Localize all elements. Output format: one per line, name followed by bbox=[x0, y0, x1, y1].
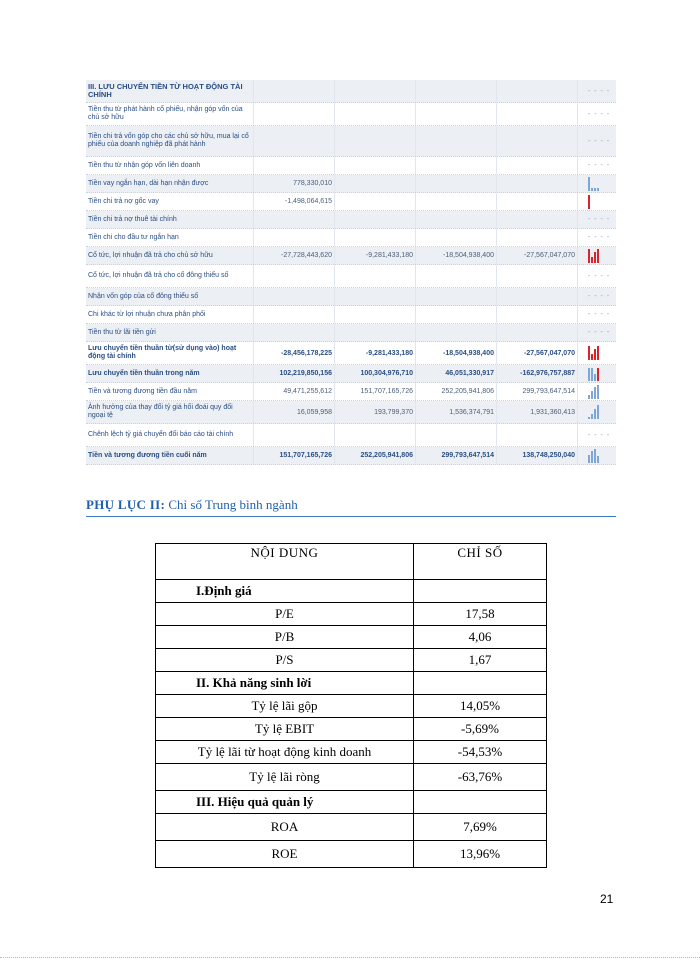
cashflow-value bbox=[416, 80, 497, 102]
cashflow-value bbox=[335, 229, 416, 246]
cashflow-value: -18,504,938,400 bbox=[416, 342, 497, 364]
cashflow-value bbox=[497, 288, 578, 305]
sparkline bbox=[578, 80, 616, 102]
cashflow-label: Cổ tức, lợi nhuận đã trả cho cổ đông thiểu số bbox=[86, 265, 254, 287]
cashflow-value bbox=[254, 288, 335, 305]
cashflow-value: 252,205,941,806 bbox=[335, 447, 416, 464]
sparkline bbox=[578, 288, 616, 305]
cashflow-value: 1,931,360,413 bbox=[497, 401, 578, 423]
sparkline-bar bbox=[588, 395, 590, 399]
ratio-name: ROA bbox=[156, 814, 414, 841]
cashflow-value bbox=[497, 103, 578, 125]
cashflow-value bbox=[254, 424, 335, 446]
cashflow-value bbox=[335, 157, 416, 174]
industry-ratio-table bbox=[155, 543, 547, 868]
cashflow-row bbox=[86, 103, 616, 126]
page-number: 21 bbox=[600, 892, 614, 906]
cashflow-row bbox=[86, 247, 616, 265]
cashflow-label: Lưu chuyển tiền thuần từ(sử dụng vào) hoạt động tài chính bbox=[86, 342, 254, 364]
cashflow-value bbox=[416, 157, 497, 174]
cashflow-value bbox=[416, 175, 497, 192]
ratio-name: ROE bbox=[156, 841, 414, 868]
sparkline bbox=[578, 447, 616, 464]
ratio-value: 17,58 bbox=[414, 603, 547, 626]
cashflow-row bbox=[86, 265, 616, 288]
sparkline-bar bbox=[588, 249, 590, 263]
ratio-section-row bbox=[156, 791, 547, 814]
cashflow-value bbox=[497, 80, 578, 102]
cashflow-row bbox=[86, 211, 616, 229]
cashflow-row bbox=[86, 80, 616, 103]
ratio-row bbox=[156, 649, 547, 672]
cashflow-value bbox=[254, 229, 335, 246]
cashflow-value bbox=[335, 193, 416, 210]
cashflow-value bbox=[335, 80, 416, 102]
ratio-name: Tỷ lệ EBIT bbox=[156, 718, 414, 741]
cashflow-row bbox=[86, 157, 616, 175]
sparkline bbox=[578, 383, 616, 400]
sparkline bbox=[578, 365, 616, 382]
cashflow-value: -27,567,047,070 bbox=[497, 247, 578, 264]
ratio-value: 14,05% bbox=[414, 695, 547, 718]
cashflow-row bbox=[86, 126, 616, 157]
cashflow-label: Tiền vay ngắn hạn, dài hạn nhận được bbox=[86, 175, 254, 192]
cashflow-value bbox=[416, 211, 497, 228]
cashflow-value bbox=[416, 324, 497, 341]
cashflow-value bbox=[416, 288, 497, 305]
sparkline-bar bbox=[597, 385, 599, 399]
cashflow-row bbox=[86, 229, 616, 247]
sparkline bbox=[578, 324, 616, 341]
ratio-section-row bbox=[156, 672, 547, 695]
sparkline-bar bbox=[591, 257, 593, 263]
cashflow-value bbox=[497, 265, 578, 287]
ratio-row bbox=[156, 741, 547, 764]
ratio-name: P/B bbox=[156, 626, 414, 649]
cashflow-value bbox=[497, 193, 578, 210]
sparkline bbox=[578, 265, 616, 287]
cashflow-label: Ảnh hưởng của thay đổi tỷ giá hối đoái quy đổi ngoại tệ bbox=[86, 401, 254, 423]
ratio-row bbox=[156, 841, 547, 868]
sparkline-bar bbox=[588, 417, 590, 419]
cashflow-label: Tiền thu từ nhận góp vốn liên doanh bbox=[86, 157, 254, 174]
cashflow-label: Chi khác từ lợi nhuận chưa phân phối bbox=[86, 306, 254, 323]
cashflow-value: -27,567,047,070 bbox=[497, 342, 578, 364]
cashflow-value: -28,456,178,225 bbox=[254, 342, 335, 364]
cashflow-label: Tiền chi cho đầu tư ngắn hạn bbox=[86, 229, 254, 246]
sparkline-bar bbox=[591, 368, 593, 381]
cashflow-value: -162,976,757,887 bbox=[497, 365, 578, 382]
ratio-row bbox=[156, 695, 547, 718]
sparkline-bar bbox=[591, 188, 593, 191]
cashflow-label: Tiền và tương đương tiền đầu năm bbox=[86, 383, 254, 400]
cashflow-label: Lưu chuyển tiền thuần trong năm bbox=[86, 365, 254, 382]
cashflow-row bbox=[86, 193, 616, 211]
ratio-value bbox=[414, 580, 547, 603]
cashflow-value: 16,059,958 bbox=[254, 401, 335, 423]
cashflow-label: III. LƯU CHUYỂN TIỀN TỪ HOẠT ĐỘNG TÀI CHÍNH bbox=[86, 80, 254, 102]
cashflow-row bbox=[86, 424, 616, 447]
cashflow-value: 46,051,330,917 bbox=[416, 365, 497, 382]
appendix-heading bbox=[86, 497, 616, 513]
cashflow-value bbox=[254, 265, 335, 287]
cashflow-value: -27,728,443,620 bbox=[254, 247, 335, 264]
cashflow-value: 778,330,010 bbox=[254, 175, 335, 192]
ratio-name: Tỷ lệ lãi ròng bbox=[156, 764, 414, 791]
sparkline-bar bbox=[588, 195, 590, 209]
cashflow-label: Tiền và tương đương tiền cuối năm bbox=[86, 447, 254, 464]
sparkline-empty: - - - - bbox=[588, 110, 611, 118]
cashflow-value: 151,707,165,726 bbox=[254, 447, 335, 464]
cashflow-value bbox=[416, 265, 497, 287]
sparkline-empty: - - - - bbox=[588, 431, 611, 439]
sparkline-bar bbox=[591, 414, 593, 419]
cashflow-value bbox=[497, 157, 578, 174]
ratio-header-row bbox=[156, 544, 547, 580]
cashflow-value bbox=[497, 175, 578, 192]
ratio-value bbox=[414, 791, 547, 814]
sparkline-bar bbox=[588, 177, 590, 191]
cashflow-label: Chênh lệch tỷ giá chuyển đổi báo cáo tài chính bbox=[86, 424, 254, 446]
sparkline bbox=[578, 342, 616, 364]
sparkline-bar bbox=[597, 456, 599, 463]
sparkline-bar bbox=[594, 449, 596, 463]
cashflow-value: 102,219,850,156 bbox=[254, 365, 335, 382]
cashflow-value bbox=[416, 193, 497, 210]
sparkline-bar bbox=[591, 451, 593, 463]
cashflow-value bbox=[497, 424, 578, 446]
ratio-value bbox=[414, 672, 547, 695]
sparkline-bar bbox=[588, 346, 590, 360]
sparkline-empty: - - - - bbox=[588, 137, 611, 145]
sparkline-bar bbox=[597, 405, 599, 419]
ratio-name: P/S bbox=[156, 649, 414, 672]
sparkline-empty: - - - - bbox=[588, 272, 611, 280]
sparkline-bar bbox=[597, 368, 599, 381]
cashflow-row bbox=[86, 383, 616, 401]
ratio-row bbox=[156, 764, 547, 791]
sparkline-bar bbox=[588, 368, 590, 381]
cashflow-value: -9,281,433,180 bbox=[335, 342, 416, 364]
sparkline-bar bbox=[588, 455, 590, 463]
sparkline-empty: - - - - bbox=[588, 162, 611, 169]
sparkline-empty: - - - - bbox=[588, 216, 611, 223]
sparkline bbox=[578, 126, 616, 156]
cashflow-label: Tiền thu từ lãi tiền gửi bbox=[86, 324, 254, 341]
ratio-value: -54,53% bbox=[414, 741, 547, 764]
appendix-prefix: PHỤ LỤC II: bbox=[86, 497, 166, 512]
sparkline-bar bbox=[591, 354, 593, 360]
sparkline bbox=[578, 247, 616, 264]
ratio-row bbox=[156, 814, 547, 841]
sparkline-bar bbox=[597, 188, 599, 191]
cashflow-value bbox=[254, 211, 335, 228]
cashflow-value bbox=[254, 306, 335, 323]
cashflow-value bbox=[335, 103, 416, 125]
cashflow-value bbox=[497, 306, 578, 323]
ratio-section-row bbox=[156, 580, 547, 603]
sparkline-bar bbox=[597, 346, 599, 360]
cashflow-row bbox=[86, 342, 616, 365]
ratio-value: -63,76% bbox=[414, 764, 547, 791]
cashflow-value: 1,536,374,791 bbox=[416, 401, 497, 423]
cashflow-label: Cổ tức, lợi nhuận đã trả cho chủ sở hữu bbox=[86, 247, 254, 264]
ratio-value: -5,69% bbox=[414, 718, 547, 741]
cashflow-value: 193,799,370 bbox=[335, 401, 416, 423]
cashflow-value: 299,793,647,514 bbox=[497, 383, 578, 400]
sparkline-bar bbox=[597, 249, 599, 263]
sparkline bbox=[578, 103, 616, 125]
cashflow-value: 49,471,255,612 bbox=[254, 383, 335, 400]
cashflow-row bbox=[86, 324, 616, 342]
cashflow-label: Tiền chi trả nợ gốc vay bbox=[86, 193, 254, 210]
ratio-value: 7,69% bbox=[414, 814, 547, 841]
cashflow-label: Tiền thu từ phát hành cổ phiếu, nhận góp vốn của chủ sở hữu bbox=[86, 103, 254, 125]
sparkline-bar bbox=[594, 188, 596, 191]
sparkline bbox=[578, 211, 616, 228]
sparkline-bar bbox=[594, 387, 596, 399]
sparkline-empty: - - - - bbox=[588, 293, 611, 300]
sparkline-empty: - - - - bbox=[588, 311, 611, 318]
cashflow-value bbox=[335, 288, 416, 305]
cashflow-value: 252,205,941,806 bbox=[416, 383, 497, 400]
sparkline-bar bbox=[594, 349, 596, 360]
ratio-value: 1,67 bbox=[414, 649, 547, 672]
sparkline-empty: - - - - bbox=[588, 234, 611, 241]
cashflow-value bbox=[416, 126, 497, 156]
cashflow-value bbox=[254, 80, 335, 102]
cashflow-value bbox=[416, 103, 497, 125]
cashflow-table bbox=[86, 80, 616, 465]
cashflow-label: Tiền chi trả vốn góp cho các chủ sở hữu, mua lại cổ phiếu của doanh nghiệp đã phát hành bbox=[86, 126, 254, 156]
cashflow-value bbox=[254, 324, 335, 341]
cashflow-value: -18,504,938,400 bbox=[416, 247, 497, 264]
cashflow-label: Tiền chi trả nợ thuê tài chính bbox=[86, 211, 254, 228]
cashflow-value bbox=[416, 424, 497, 446]
sparkline-bar bbox=[594, 409, 596, 419]
ratio-row bbox=[156, 626, 547, 649]
cashflow-value bbox=[335, 211, 416, 228]
cashflow-value bbox=[416, 229, 497, 246]
cashflow-row bbox=[86, 306, 616, 324]
ratio-row bbox=[156, 603, 547, 626]
cashflow-value: 138,748,250,040 bbox=[497, 447, 578, 464]
cashflow-value bbox=[335, 175, 416, 192]
cashflow-value: 151,707,165,726 bbox=[335, 383, 416, 400]
cashflow-value bbox=[335, 126, 416, 156]
cashflow-value bbox=[335, 424, 416, 446]
section-title: III. Hiệu quả quản lý bbox=[156, 791, 414, 814]
cashflow-value bbox=[497, 229, 578, 246]
cashflow-row bbox=[86, 365, 616, 383]
cashflow-value: 299,793,647,514 bbox=[416, 447, 497, 464]
section-title: II. Khả năng sinh lời bbox=[156, 672, 414, 695]
sparkline-bar bbox=[594, 374, 596, 381]
cashflow-value bbox=[254, 103, 335, 125]
ratio-name: P/E bbox=[156, 603, 414, 626]
section-title: I.Định giá bbox=[156, 580, 414, 603]
sparkline bbox=[578, 401, 616, 423]
sparkline-bar bbox=[591, 391, 593, 399]
sparkline bbox=[578, 193, 616, 210]
cashflow-value: -1,498,064,615 bbox=[254, 193, 335, 210]
cashflow-value bbox=[497, 211, 578, 228]
cashflow-value bbox=[254, 126, 335, 156]
cashflow-value: 100,304,976,710 bbox=[335, 365, 416, 382]
cashflow-value: -9,281,433,180 bbox=[335, 247, 416, 264]
appendix-rule bbox=[86, 516, 616, 517]
sparkline-empty: - - - - bbox=[588, 87, 611, 95]
sparkline bbox=[578, 306, 616, 323]
cashflow-value bbox=[335, 324, 416, 341]
cashflow-row bbox=[86, 401, 616, 424]
cashflow-value bbox=[416, 306, 497, 323]
appendix-title: Chỉ số Trung bình ngành bbox=[168, 497, 298, 512]
cashflow-value bbox=[254, 157, 335, 174]
ratio-name: Tỷ lệ lãi gộp bbox=[156, 695, 414, 718]
sparkline-bar bbox=[594, 252, 596, 263]
cashflow-value bbox=[497, 126, 578, 156]
cashflow-row bbox=[86, 447, 616, 465]
ratio-row bbox=[156, 718, 547, 741]
sparkline bbox=[578, 229, 616, 246]
header-content: NỘI DUNG bbox=[156, 544, 414, 580]
ratio-value: 13,96% bbox=[414, 841, 547, 868]
cashflow-row bbox=[86, 175, 616, 193]
ratio-name: Tỷ lệ lãi từ hoạt động kinh doanh bbox=[156, 741, 414, 764]
cashflow-value bbox=[335, 265, 416, 287]
ratio-value: 4,06 bbox=[414, 626, 547, 649]
header-ratio: CHỈ SỐ bbox=[414, 544, 547, 580]
cashflow-label: Nhận vốn góp của cổ đông thiểu số bbox=[86, 288, 254, 305]
sparkline bbox=[578, 157, 616, 174]
cashflow-value bbox=[335, 306, 416, 323]
cashflow-row bbox=[86, 288, 616, 306]
sparkline bbox=[578, 424, 616, 446]
page-bottom-border bbox=[0, 957, 700, 958]
sparkline-empty: - - - - bbox=[588, 329, 611, 336]
sparkline bbox=[578, 175, 616, 192]
cashflow-value bbox=[497, 324, 578, 341]
